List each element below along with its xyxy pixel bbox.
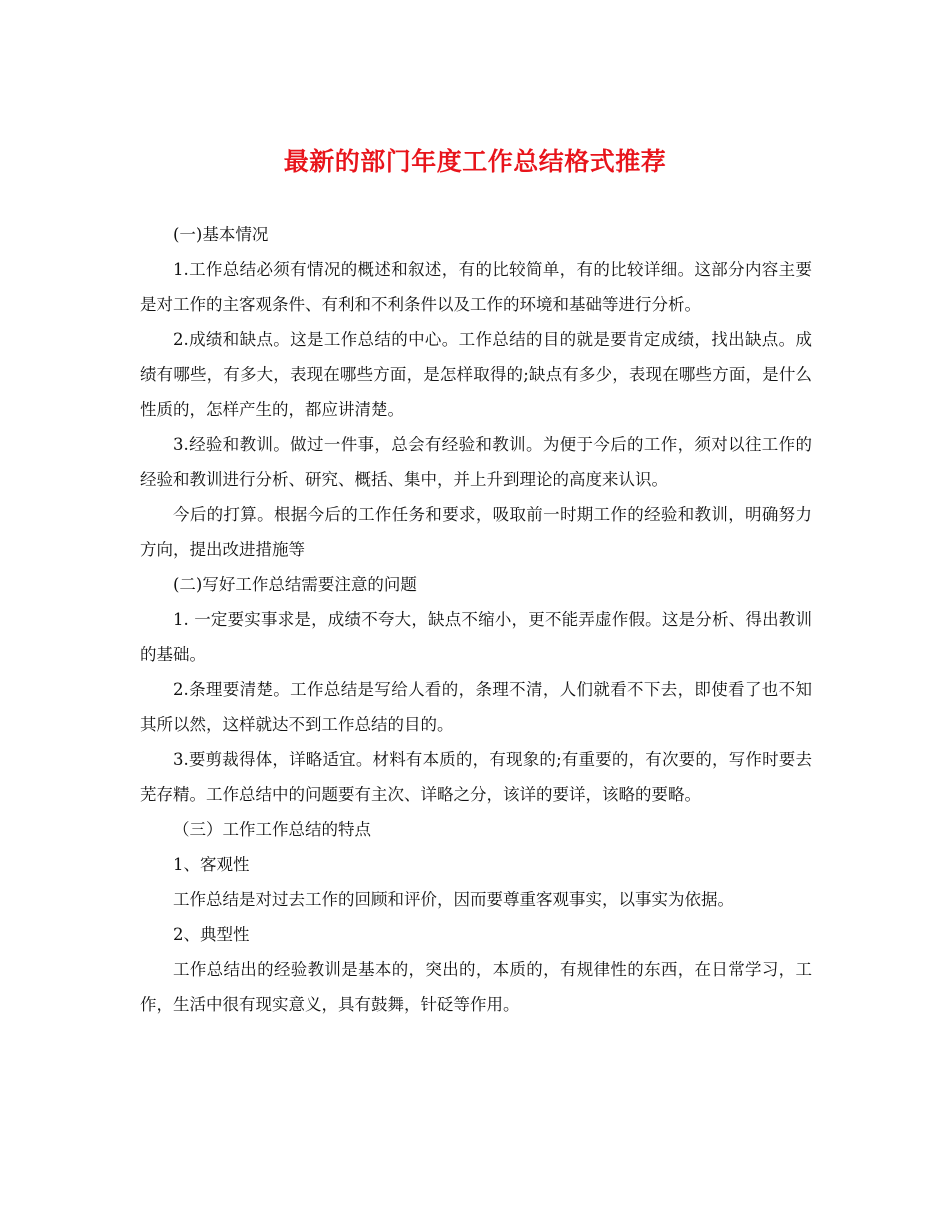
paragraph: (一)基本情况 [173, 225, 269, 244]
paragraph: (二)写好工作总结需要注意的问题 [173, 575, 417, 594]
paragraph: 2.成绩和缺点。这是工作总结的中心。工作总结的目的就是要肯定成绩，找出缺点。成绩有哪些，有多大，表现在哪些方面，是怎样取得的;缺点有多少，表现在哪些方面，是什么性质的，怎样产生的，都应讲清楚。 [140, 330, 812, 419]
paragraph: 1、客观性 [173, 855, 250, 874]
paragraph: 2.条理要清楚。工作总结是写给人看的，条理不清，人们就看不下去，即使看了也不知其所以然，这样就达不到工作总结的目的。 [140, 680, 812, 734]
paragraph: 2、典型性 [173, 925, 250, 944]
paragraph: 工作总结出的经验教训是基本的，突出的，本质的，有规律性的东西，在日常学习，工作，生活中很有现实意义，具有鼓舞，针砭等作用。 [140, 960, 812, 1014]
document-title: 最新的部门年度工作总结格式推荐 [283, 147, 667, 176]
paragraph: 今后的打算。根据今后的工作任务和要求，吸取前一时期工作的经验和教训，明确努力方向，提出改进措施等 [140, 505, 812, 559]
document-body [140, 217, 812, 1022]
paragraph: 1. 一定要实事求是，成绩不夸大，缺点不缩小，更不能弄虚作假。这是分析、得出教训的基础。 [140, 610, 812, 664]
paragraph: 工作总结是对过去工作的回顾和评价，因而要尊重客观事实，以事实为依据。 [173, 890, 734, 909]
paragraph: 3.要剪裁得体，详略适宜。材料有本质的，有现象的;有重要的，有次要的，写作时要去芜存精。工作总结中的问题要有主次、详略之分，该详的要详，该略的要略。 [140, 750, 812, 804]
paragraph: （三）工作工作总结的特点 [173, 820, 371, 839]
paragraph: 1.工作总结必须有情况的概述和叙述，有的比较简单，有的比较详细。这部分内容主要是对工作的主客观条件、有利和不利条件以及工作的环境和基础等进行分析。 [140, 260, 812, 314]
paragraph: 3.经验和教训。做过一件事，总会有经验和教训。为便于今后的工作，须对以往工作的经验和教训进行分析、研究、概括、集中，并上升到理论的高度来认识。 [140, 435, 812, 489]
